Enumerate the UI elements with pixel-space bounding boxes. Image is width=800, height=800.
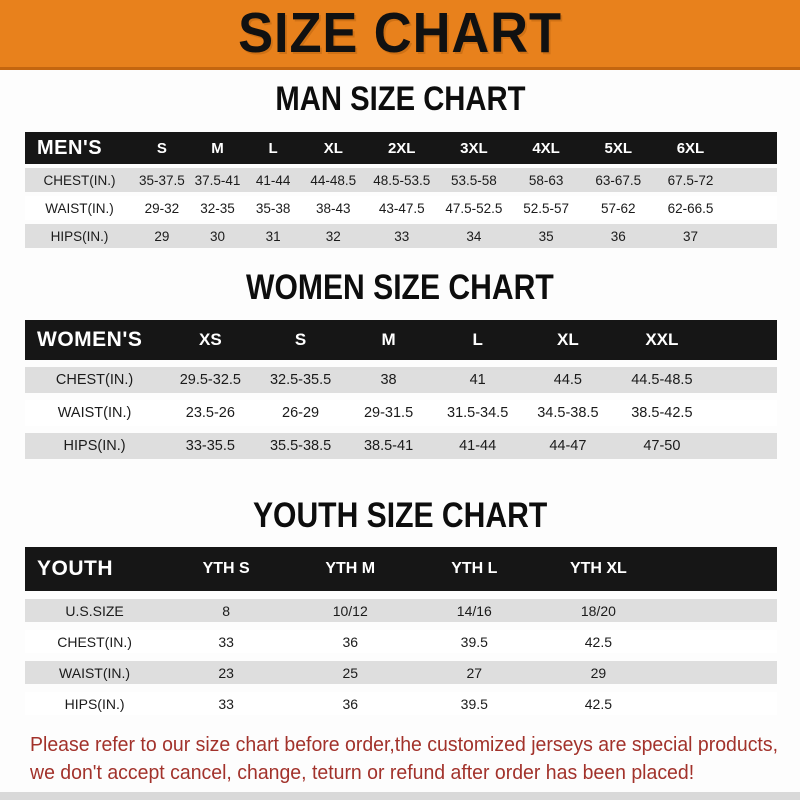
size-value-cell: 34 — [438, 224, 510, 248]
size-value-cell: 31 — [245, 224, 301, 248]
size-col-header: YTH S — [164, 547, 288, 591]
measure-row-label: CHEST(IN.) — [25, 168, 134, 192]
size-value-cell: 23.5-26 — [164, 400, 256, 426]
size-col-header: YTH M — [288, 547, 412, 591]
size-value-cell: 29-31.5 — [345, 400, 433, 426]
mens-hips-row — [25, 224, 777, 248]
size-value-cell: 29.5-32.5 — [164, 367, 256, 393]
size-col-header: 5XL — [582, 132, 654, 164]
size-value-cell: 35 — [510, 224, 582, 248]
womens-header-row — [25, 320, 777, 360]
spacer-cell — [660, 661, 777, 684]
disclaimer-line-2: we don't accept cancel, change, teturn or refund after order has been placed! — [30, 761, 695, 784]
measure-row-label: HIPS(IN.) — [25, 692, 164, 715]
size-col-header: 6XL — [654, 132, 726, 164]
size-value-cell: 32.5-35.5 — [257, 367, 345, 393]
size-value-cell: 29 — [536, 661, 660, 684]
banner-title: SIZE CHART — [238, 1, 562, 65]
youth-hips-row — [25, 692, 777, 715]
youth-table-title-cell: YOUTH — [25, 547, 164, 591]
size-value-cell: 32-35 — [190, 196, 246, 220]
spacer-cell — [727, 132, 777, 164]
mens-waist-row — [25, 196, 777, 220]
size-value-cell: 29 — [134, 224, 190, 248]
size-col-header: M — [345, 320, 433, 360]
men-section-heading-text: MAN SIZE CHART — [274, 80, 526, 118]
disclaimer-note — [30, 731, 800, 787]
size-value-cell: 43-47.5 — [366, 196, 438, 220]
size-value-cell: 14/16 — [412, 599, 536, 622]
measure-row-label: WAIST(IN.) — [25, 196, 134, 220]
measure-row-label: WAIST(IN.) — [25, 400, 164, 426]
size-value-cell: 23 — [164, 661, 288, 684]
size-value-cell: 48.5-53.5 — [366, 168, 438, 192]
size-value-cell: 38-43 — [301, 196, 366, 220]
size-col-header: L — [433, 320, 523, 360]
size-value-cell: 35-37.5 — [134, 168, 190, 192]
size-value-cell: 41 — [433, 367, 523, 393]
spacer-cell — [660, 692, 777, 715]
size-value-cell: 57-62 — [582, 196, 654, 220]
youth-section-heading-text: YOUTH SIZE CHART — [252, 496, 548, 535]
women-section-heading — [0, 270, 800, 305]
size-value-cell: 32 — [301, 224, 366, 248]
size-col-header: XXL — [613, 320, 711, 360]
size-value-cell: 36 — [288, 630, 412, 653]
size-value-cell: 27 — [412, 661, 536, 684]
spacer-cell — [711, 433, 777, 459]
size-value-cell: 36 — [288, 692, 412, 715]
size-value-cell: 33 — [164, 692, 288, 715]
youth-size-table — [25, 539, 777, 723]
spacer-cell — [660, 599, 777, 622]
spacer-cell — [711, 320, 777, 360]
size-value-cell: 38.5-41 — [345, 433, 433, 459]
size-value-cell: 41-44 — [245, 168, 301, 192]
size-value-cell: 63-67.5 — [582, 168, 654, 192]
size-value-cell: 42.5 — [536, 630, 660, 653]
mens-size-table — [25, 128, 777, 252]
youth-header-row — [25, 547, 777, 591]
size-value-cell: 62-66.5 — [654, 196, 726, 220]
size-value-cell: 18/20 — [536, 599, 660, 622]
size-value-cell: 35.5-38.5 — [257, 433, 345, 459]
spacer-cell — [711, 367, 777, 393]
size-value-cell: 33-35.5 — [164, 433, 256, 459]
size-value-cell: 10/12 — [288, 599, 412, 622]
size-col-header: 3XL — [438, 132, 510, 164]
measure-row-label: WAIST(IN.) — [25, 661, 164, 684]
size-col-header: 4XL — [510, 132, 582, 164]
size-col-header: YTH XL — [536, 547, 660, 591]
spacer-cell — [727, 196, 777, 220]
size-value-cell: 25 — [288, 661, 412, 684]
size-value-cell: 38 — [345, 367, 433, 393]
measure-row-label: HIPS(IN.) — [25, 433, 164, 459]
mens-chest-row — [25, 168, 777, 192]
size-value-cell: 53.5-58 — [438, 168, 510, 192]
measure-row-label: CHEST(IN.) — [25, 630, 164, 653]
size-value-cell: 41-44 — [433, 433, 523, 459]
youth-chest-row — [25, 630, 777, 653]
size-value-cell: 30 — [190, 224, 246, 248]
measure-row-label: CHEST(IN.) — [25, 367, 164, 393]
size-value-cell: 8 — [164, 599, 288, 622]
measure-row-label: HIPS(IN.) — [25, 224, 134, 248]
size-value-cell: 42.5 — [536, 692, 660, 715]
size-col-header: XL — [301, 132, 366, 164]
size-value-cell: 44.5-48.5 — [613, 367, 711, 393]
size-col-header: L — [245, 132, 301, 164]
size-value-cell: 52.5-57 — [510, 196, 582, 220]
size-col-header: S — [134, 132, 190, 164]
size-col-header: S — [257, 320, 345, 360]
size-value-cell: 67.5-72 — [654, 168, 726, 192]
spacer-cell — [727, 168, 777, 192]
bottom-edge-strip — [0, 792, 800, 800]
size-col-header: YTH L — [412, 547, 536, 591]
size-value-cell: 44-48.5 — [301, 168, 366, 192]
size-value-cell: 37 — [654, 224, 726, 248]
size-value-cell: 31.5-34.5 — [433, 400, 523, 426]
size-value-cell: 44-47 — [523, 433, 613, 459]
spacer-cell — [660, 547, 777, 591]
youth-ussize-row — [25, 599, 777, 622]
size-value-cell: 39.5 — [412, 630, 536, 653]
size-value-cell: 37.5-41 — [190, 168, 246, 192]
size-value-cell: 58-63 — [510, 168, 582, 192]
size-col-header: XS — [164, 320, 256, 360]
size-col-header: M — [190, 132, 246, 164]
youth-section-heading — [0, 498, 800, 533]
size-value-cell: 35-38 — [245, 196, 301, 220]
youth-waist-row — [25, 661, 777, 684]
measure-row-label: U.S.SIZE — [25, 599, 164, 622]
womens-hips-row — [25, 433, 777, 459]
spacer-cell — [727, 224, 777, 248]
size-value-cell: 36 — [582, 224, 654, 248]
men-section-heading — [0, 82, 800, 116]
size-value-cell: 38.5-42.5 — [613, 400, 711, 426]
size-value-cell: 26-29 — [257, 400, 345, 426]
mens-header-row — [25, 132, 777, 164]
size-value-cell: 47-50 — [613, 433, 711, 459]
size-value-cell: 29-32 — [134, 196, 190, 220]
size-value-cell: 33 — [366, 224, 438, 248]
mens-table-title-cell: MEN'S — [25, 132, 134, 164]
size-value-cell: 33 — [164, 630, 288, 653]
womens-chest-row — [25, 367, 777, 393]
size-col-header: XL — [523, 320, 613, 360]
size-value-cell: 34.5-38.5 — [523, 400, 613, 426]
womens-table-title-cell: WOMEN'S — [25, 320, 164, 360]
size-chart-banner — [0, 0, 800, 70]
size-value-cell: 39.5 — [412, 692, 536, 715]
women-section-heading-text: WOMEN SIZE CHART — [246, 268, 554, 307]
size-col-header: 2XL — [366, 132, 438, 164]
disclaimer-line-1: Please refer to our size chart before order,the customized jerseys are special products, — [30, 733, 778, 756]
womens-size-table — [25, 313, 777, 466]
spacer-cell — [711, 400, 777, 426]
spacer-cell — [660, 630, 777, 653]
size-value-cell: 47.5-52.5 — [438, 196, 510, 220]
size-value-cell: 44.5 — [523, 367, 613, 393]
womens-waist-row — [25, 400, 777, 426]
